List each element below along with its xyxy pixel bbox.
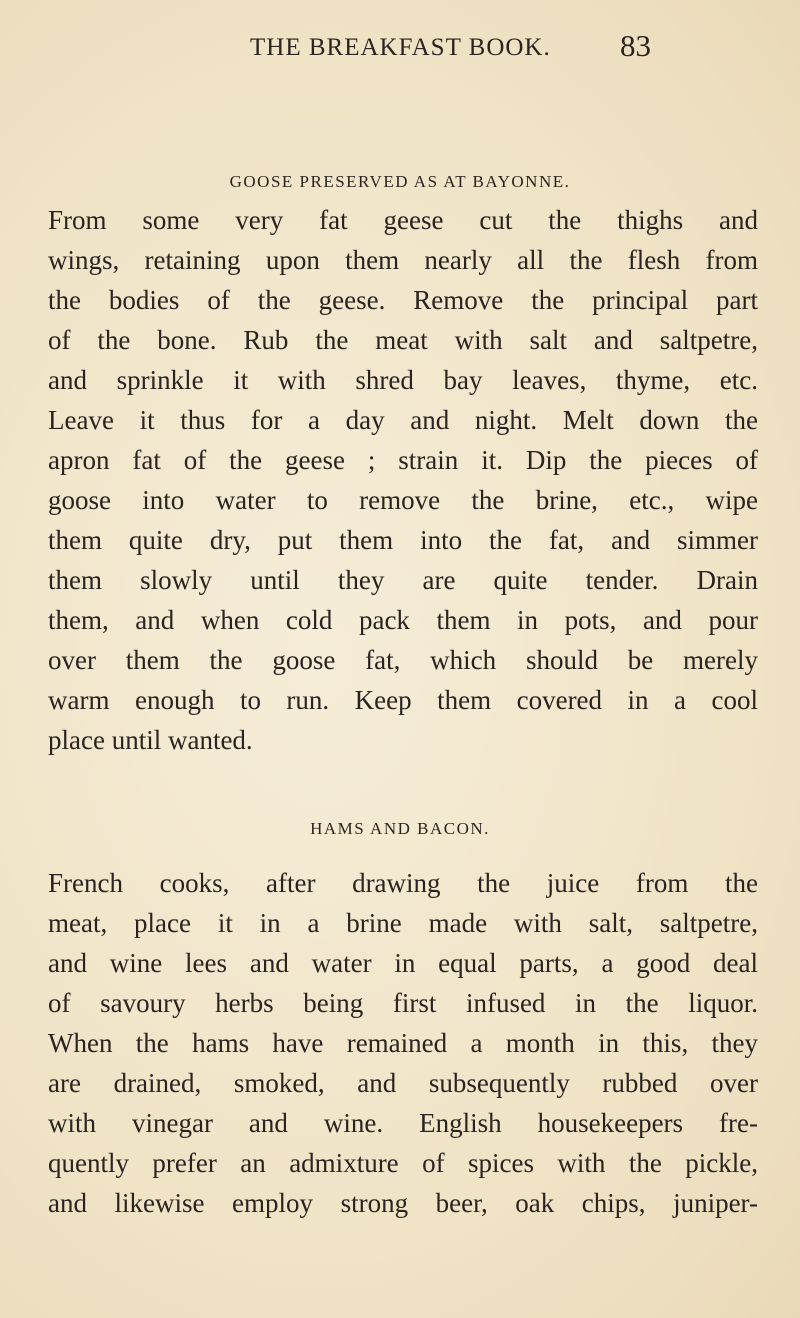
- text-line: apron fat of the geese ; strain it. Dip the pieces of: [48, 445, 758, 475]
- section-heading-hams: HAMS AND BACON.: [310, 819, 490, 838]
- paragraph-goose: [48, 200, 758, 760]
- text-line: over them the goose fat, which should be merely: [48, 645, 758, 675]
- text-line: them quite dry, put them into the fat, and simmer: [48, 525, 758, 555]
- text-line: wings, retaining upon them nearly all the flesh from: [48, 245, 758, 275]
- text-line: warm enough to run. Keep them covered in a cool: [48, 685, 758, 715]
- text-line: From some very fat geese cut the thighs and: [48, 205, 758, 235]
- text-line: meat, place it in a brine made with salt, saltpetre,: [48, 908, 758, 938]
- text-line: and likewise employ strong beer, oak chips, juniper-: [48, 1188, 758, 1218]
- text-line: are drained, smoked, and subsequently rubbed over: [48, 1068, 758, 1098]
- text-line: with vinegar and wine. English housekeepers fre-: [48, 1108, 758, 1138]
- paragraph-hams: [48, 863, 758, 1223]
- text-line: of the bone. Rub the meat with salt and saltpetre,: [48, 325, 758, 355]
- text-line: them slowly until they are quite tender. Drain: [48, 565, 758, 595]
- section-heading-goose: GOOSE PRESERVED AS AT BAYONNE.: [229, 172, 571, 191]
- text-line: the bodies of the geese. Remove the principal part: [48, 285, 758, 315]
- text-line: goose into water to remove the brine, etc., wipe: [48, 485, 758, 515]
- page-number: 83: [620, 28, 651, 63]
- text-line: and sprinkle it with shred bay leaves, thyme, etc.: [48, 365, 758, 395]
- text-line: French cooks, after drawing the juice from the: [48, 868, 758, 898]
- text-line: place until wanted.: [48, 725, 253, 755]
- text-line: quently prefer an admixture of spices with the pickle,: [48, 1148, 758, 1178]
- text-line: Leave it thus for a day and night. Melt down the: [48, 405, 758, 435]
- text-line: of savoury herbs being first infused in the liquor.: [48, 988, 758, 1018]
- text-line: When the hams have remained a month in this, they: [48, 1028, 758, 1058]
- text-line: and wine lees and water in equal parts, a good deal: [48, 948, 758, 978]
- running-title: THE BREAKFAST BOOK.: [250, 34, 551, 61]
- text-line: them, and when cold pack them in pots, and pour: [48, 605, 758, 635]
- running-head: [0, 28, 800, 74]
